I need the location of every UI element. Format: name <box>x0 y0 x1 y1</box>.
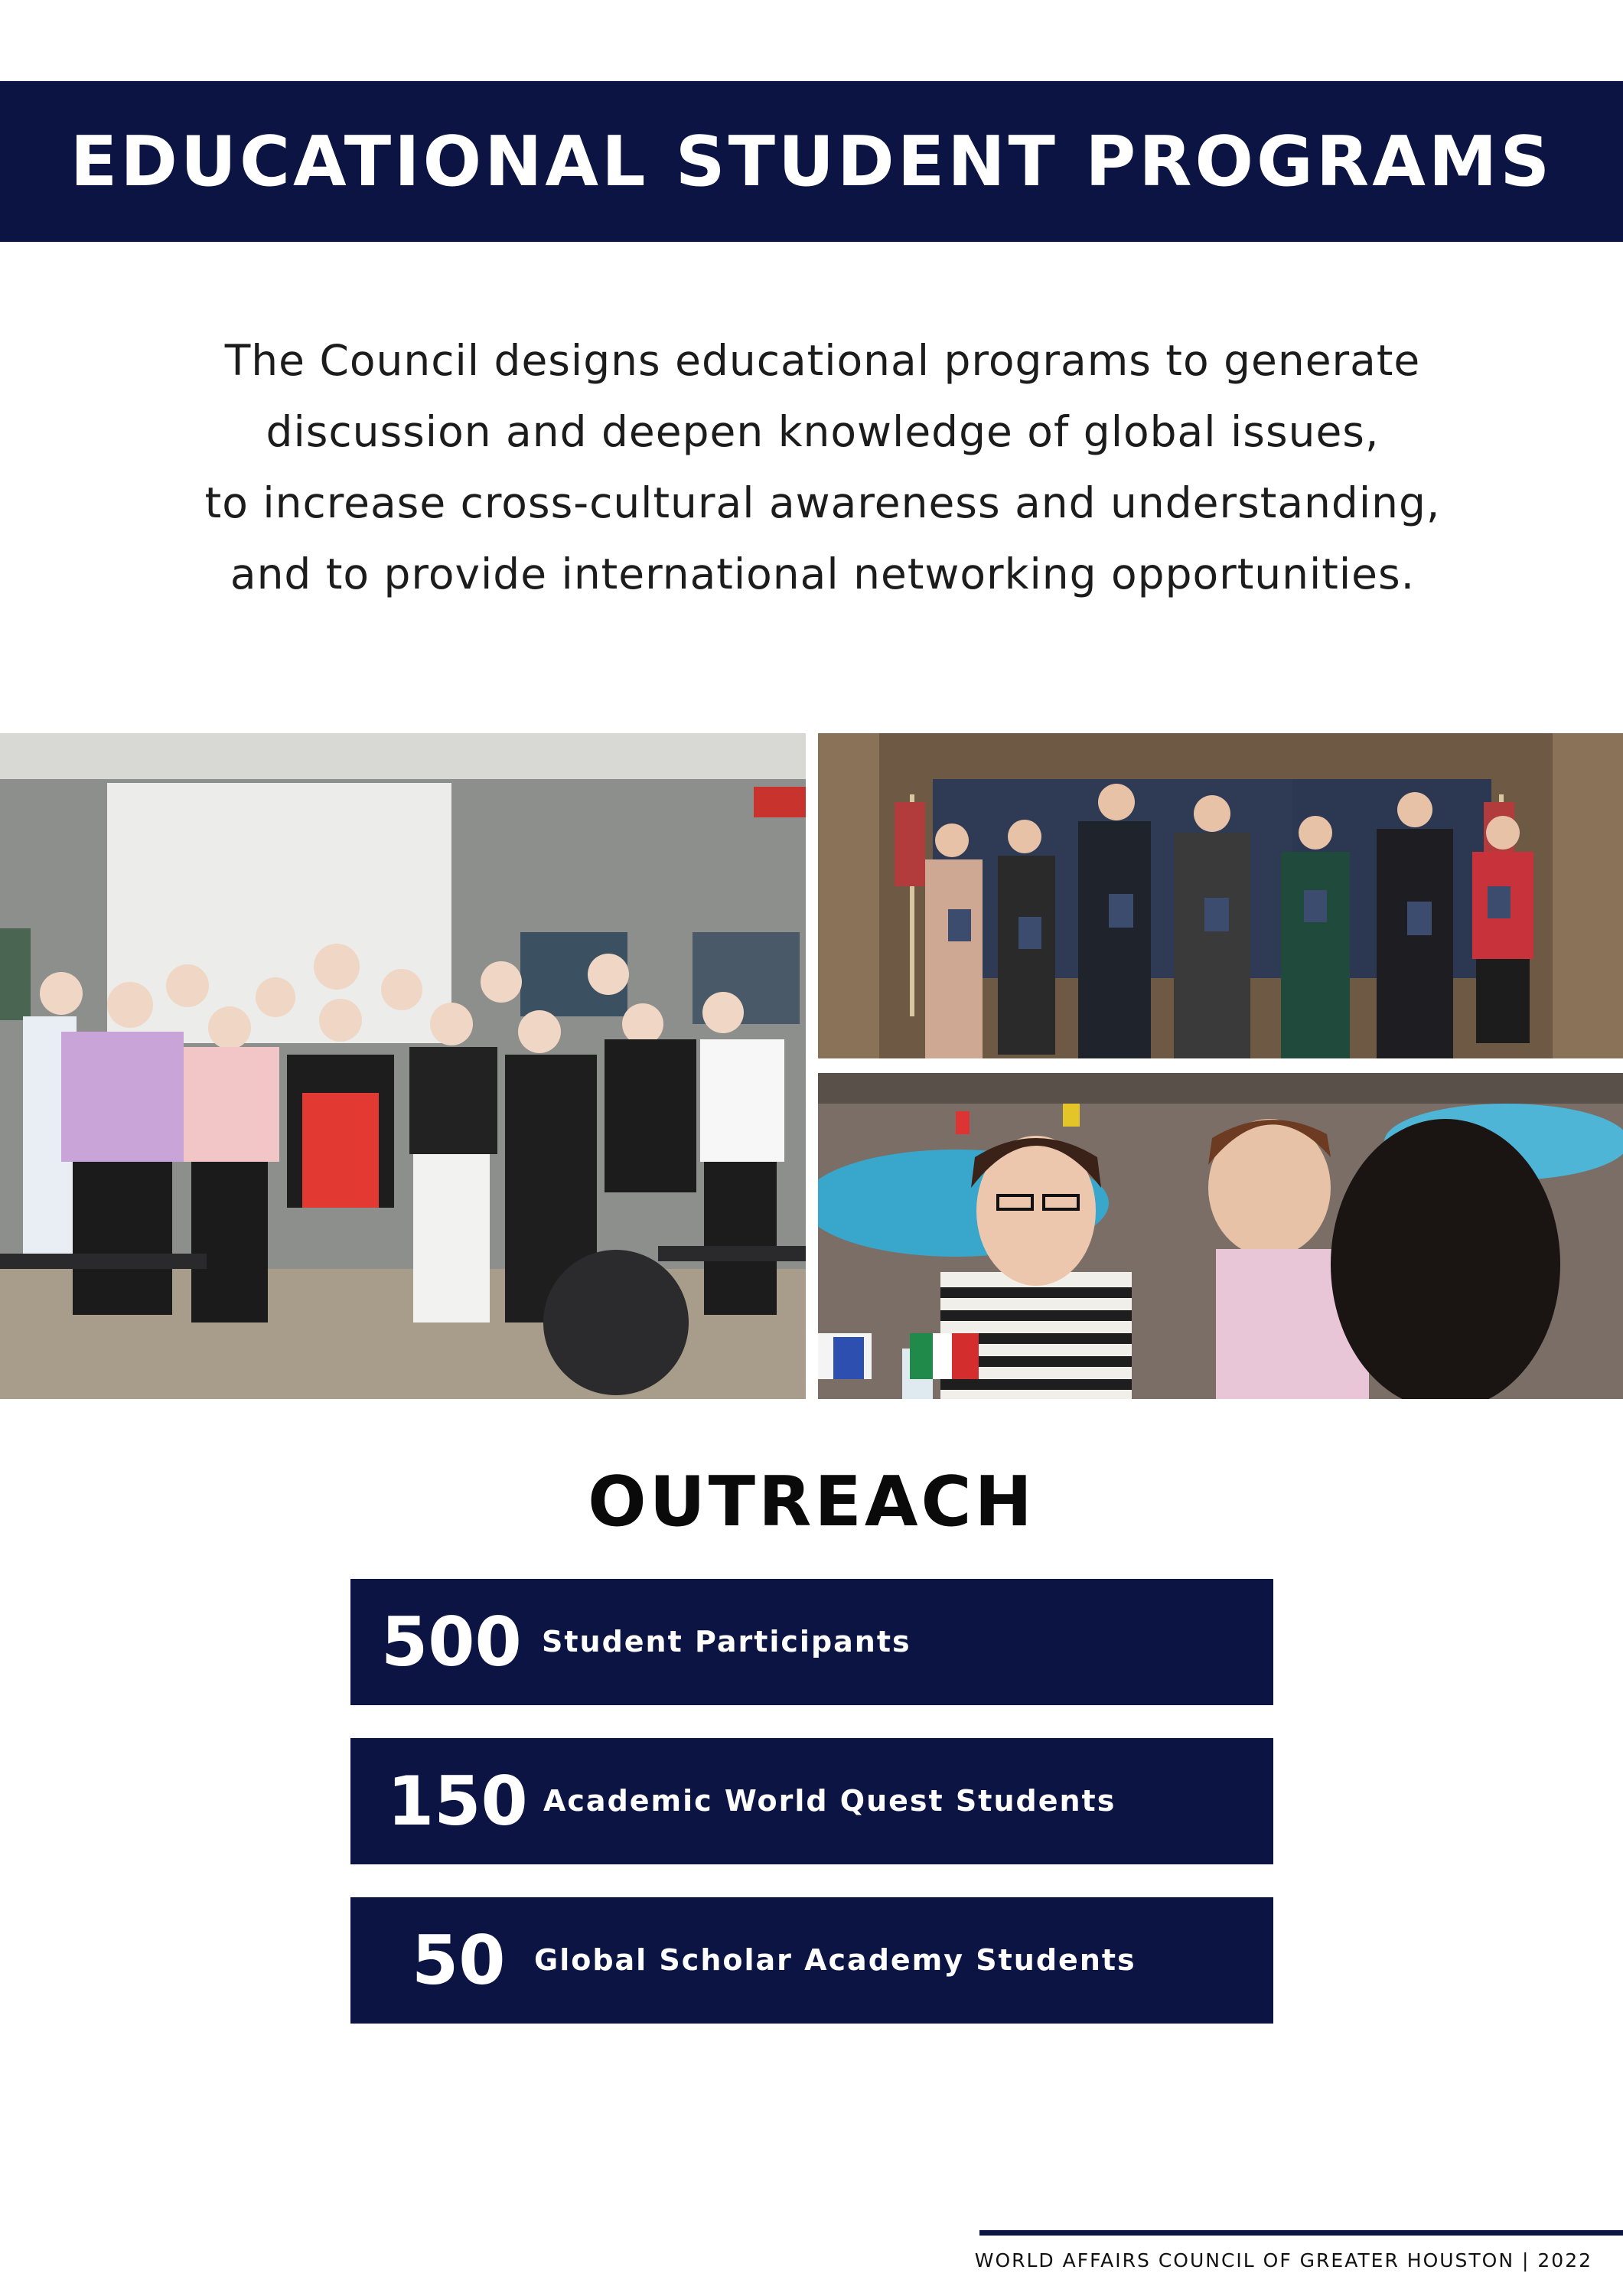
intro-line: discussion and deepen knowledge of global issues, <box>266 407 1380 456</box>
stat-box <box>350 1579 1273 1705</box>
page-title: EDUCATIONAL STUDENT PROGRAMS <box>70 121 1553 202</box>
header-banner <box>0 81 1623 242</box>
footer-text: WORLD AFFAIRS COUNCIL OF GREATER HOUSTON | 2022 <box>974 2249 1592 2272</box>
intro-paragraph <box>115 325 1530 610</box>
intro-line: and to provide international networking opportunities. <box>230 550 1416 598</box>
award-ceremony-photo <box>818 733 1623 1058</box>
student-discussion-photo <box>818 1073 1623 1399</box>
stat-label: Global Scholar Academy Students <box>534 1943 1136 1977</box>
group-photo-classroom <box>0 733 806 1399</box>
stat-box <box>350 1897 1273 2024</box>
stat-label: Academic World Quest Students <box>543 1784 1116 1818</box>
stat-label: Student Participants <box>542 1625 911 1658</box>
stat-number: 500 <box>381 1603 522 1681</box>
intro-line: The Council designs educational programs to generate <box>224 336 1421 385</box>
stat-number: 150 <box>387 1762 528 1841</box>
footer-divider <box>979 2230 1623 2236</box>
stat-number: 50 <box>412 1921 506 2000</box>
intro-line: to increase cross-cultural awareness and understanding, <box>204 478 1441 527</box>
outreach-heading: OUTREACH <box>588 1462 1035 1542</box>
stat-box <box>350 1738 1273 1864</box>
